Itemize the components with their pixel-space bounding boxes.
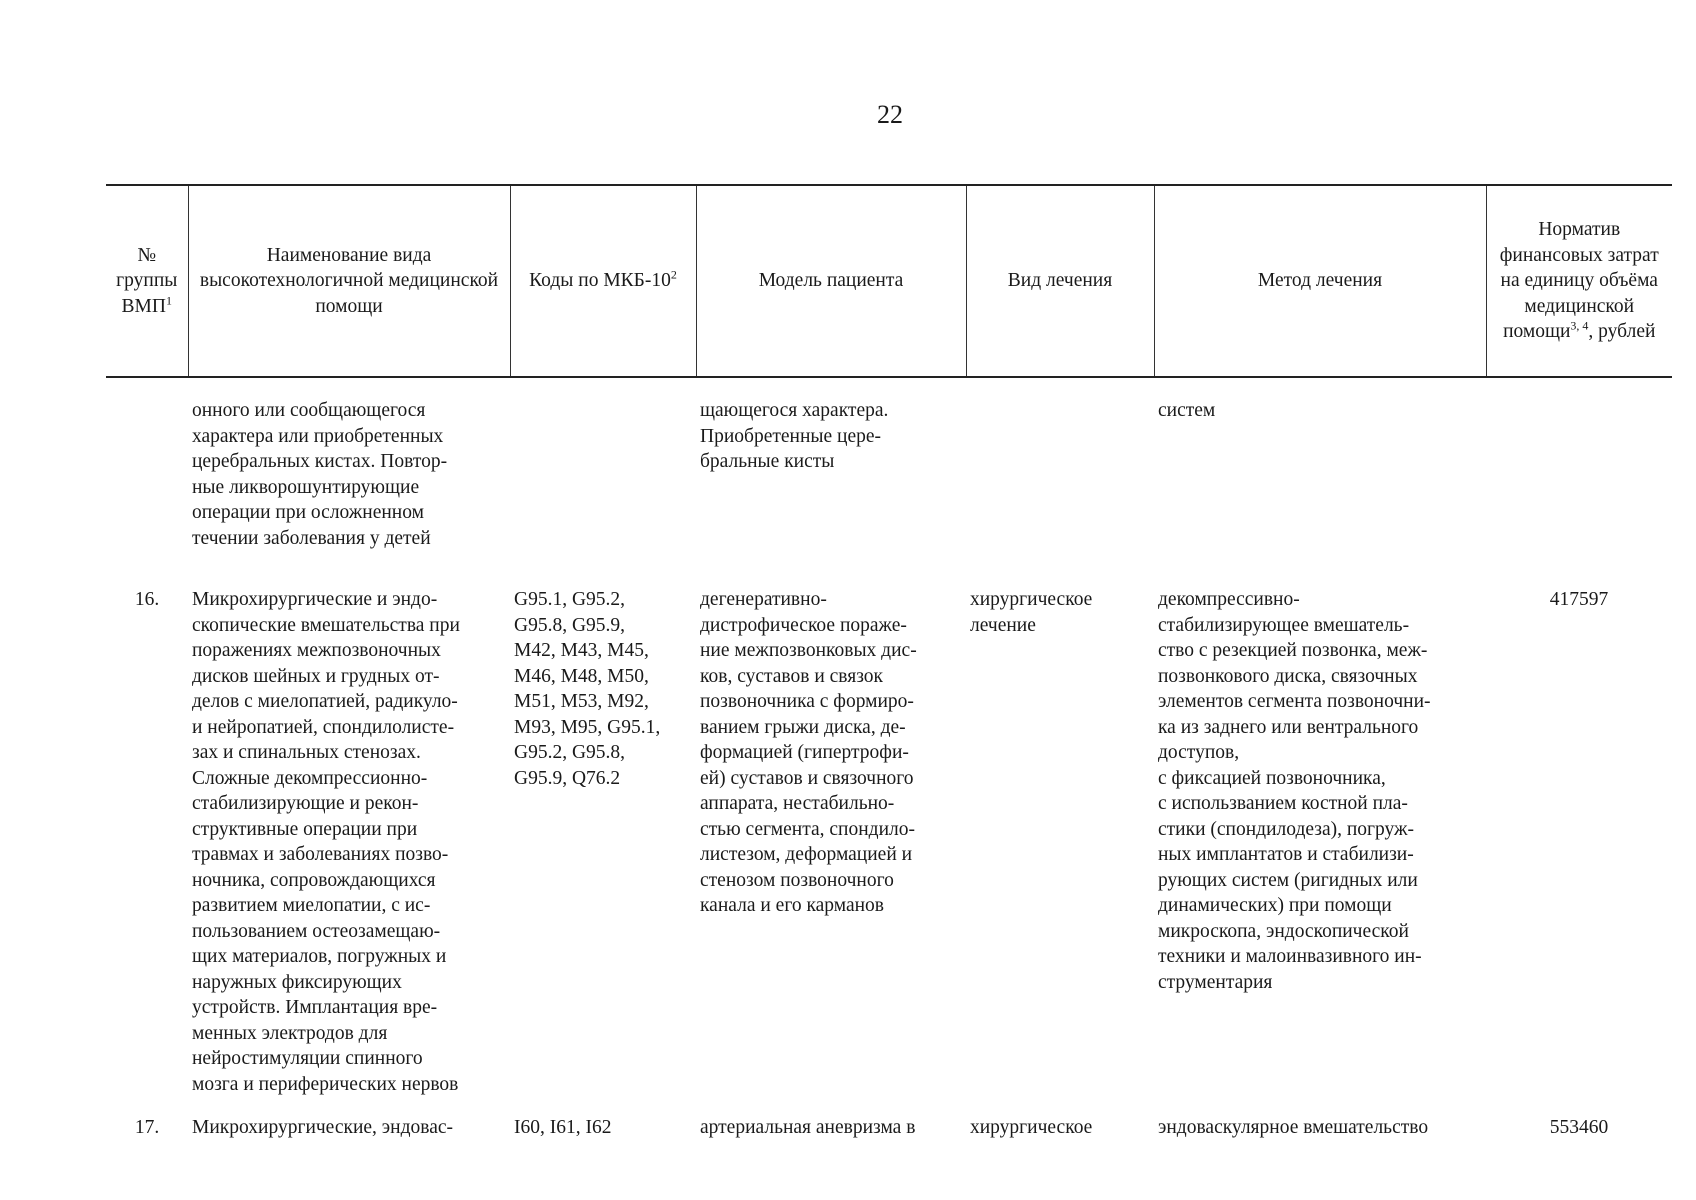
table-row <box>106 377 1672 571</box>
group-number: 16. <box>134 589 160 610</box>
service-name: Микрохирургические, эндовас- <box>192 1117 454 1138</box>
cost-norm: 417597 <box>1549 589 1609 610</box>
header-patient-model: Модель пациента <box>696 185 966 377</box>
service-name: онного или сообщающегося характера или приобретенных церебральных кистах. Повтор- ные ликворошунтирующие операции при осложненном течении заболевания у детей <box>192 400 448 549</box>
treatment-type: хирургическое лечение <box>970 589 1093 636</box>
header-treatment-type: Вид лечения <box>966 185 1154 377</box>
header-group-no: № группы ВМП$^1$ <box>106 185 188 377</box>
treatment-type <box>966 377 1154 571</box>
header-service-name: Наименование вида высокотехнологичной медицинской помощи <box>188 185 510 377</box>
patient-model: дегенеративно- дистрофическое пораже- ние межпозвонковых дис- ков, суставов и связок позвоночника с формиро- ванием грыжи диска, де- формацией (гипертрофи- ей) суставов и связочного аппарата, нестабильно- стью сегмента, спондило- листезом, деформацией и стенозом позвоночного канала и его карманов <box>700 589 917 916</box>
icd-codes <box>510 377 696 571</box>
treatment-method: декомпрессивно- стабилизирующее вмешатель- ство с резекцией позвонка, меж- позвонкового диска, связочных элементов сегмента позвоночни- ка из заднего или вентрального доступов, с фиксацией позвоночника, с использванием костной пла- стики (спондилодеза), погруж- ных имплантатов и стабилизи- рующих систем (ригидных или динамических) при помощи микроскопа, эндоскопической техники и малоинвазивного ин- струментария <box>1158 589 1431 993</box>
header-treatment-method: Метод лечения <box>1154 185 1486 377</box>
group-number <box>106 377 188 571</box>
icd-codes: G95.1, G95.2, G95.8, G95.9, M42, M43, M45, M46, M48, M50, M51, M53, M92, M93, M95, G95.1, G95.2, G95.8, G95.9, Q76.2 <box>514 589 661 789</box>
page-number: 22 <box>877 100 903 129</box>
service-name: Микрохирургические и эндо- скопические вмешательства при поражениях межпозвоночных дисков шейных и грудных от- делов с миелопатией, радикуло- и нейропатией, спондилолисте- зах и спинальных стенозах. Сложные декомпрессионно- стабилизирующие и рекон- структивные операции при травмах и заболеваниях позво- ночника, сопровождающихся развитием миелопатии, с ис- пользованием остеозамещаю- щих материалов, погружных и наружных фиксирующих устройств. Имплантация вре- менных электродов для нейростимуляции спинного мозга и периферических нервов <box>192 589 460 1095</box>
treatment-method: эндоваскулярное вмешательство <box>1158 1117 1429 1138</box>
cost-norm: 553460 <box>1549 1117 1609 1138</box>
table-row <box>106 1105 1672 1141</box>
header-icd-codes: Коды по МКБ-$10^2$ <box>510 185 696 377</box>
treatment-method: систем <box>1158 400 1216 421</box>
table-header <box>106 185 1672 377</box>
patient-model: щающегося характера. Приобретенные цере- бральные кисты <box>700 400 889 472</box>
group-number: 17. <box>134 1117 160 1138</box>
patient-model: артериальная аневризма в <box>700 1117 916 1138</box>
table-row <box>106 571 1672 1105</box>
vmp-table <box>106 184 1672 1141</box>
icd-codes: I60, I61, I62 <box>514 1117 612 1138</box>
cost-norm <box>1486 377 1672 571</box>
treatment-type: хирургическое <box>970 1117 1093 1138</box>
header-cost-norm: Норматив финансовых затрат на единицу объёма медицинской помощи$^{3, 4}$, рублей <box>1486 185 1672 377</box>
